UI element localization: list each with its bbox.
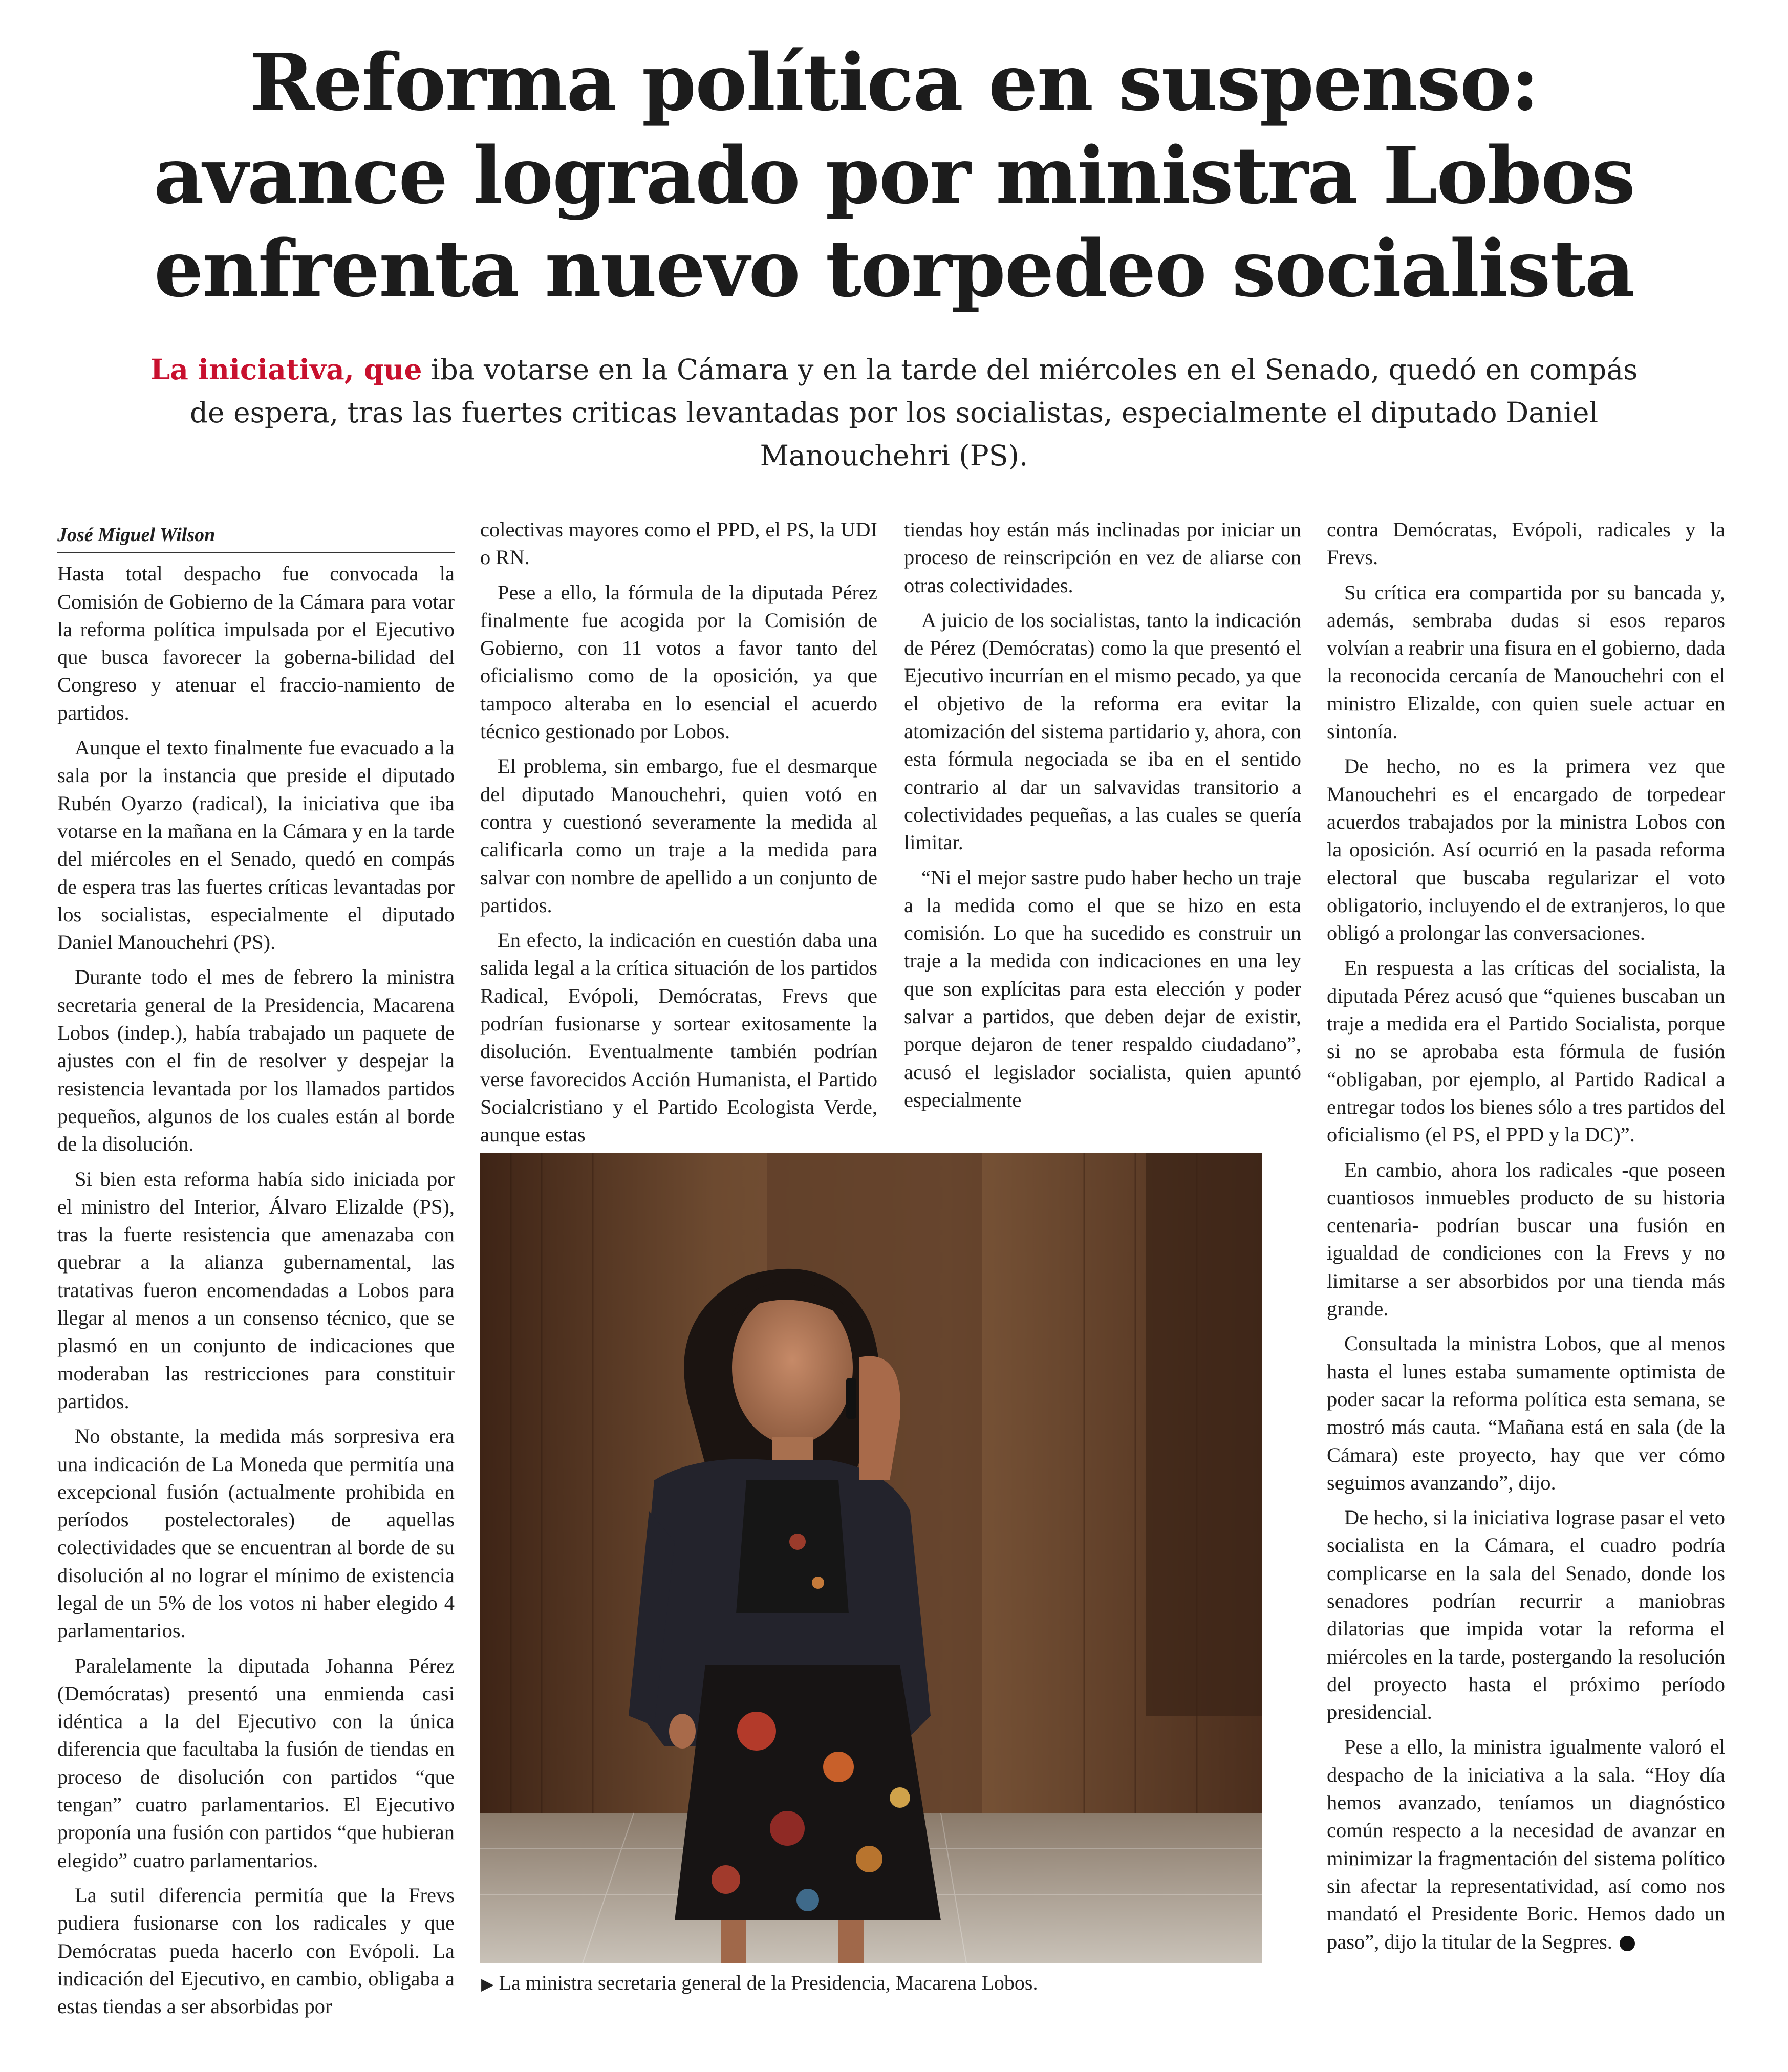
photo-caption [481,1971,1300,1995]
paragraph: Pese a ello, la fórmula de la diputada Pérez finalmente fue acogida por la Comisión de Gobierno, con 11 votos a favor tanto del oficialismo como de la oposición, ya que tampoco alteraba en lo esencial el acuerdo técnico gestionado por Lobos. [480,580,877,743]
paragraph: De hecho, no es la primera vez que Manouchehri es el encargado de torpedear acuerdos trabajados por la ministra Lobos con la oposición. Así ocurrió en la pasada reforma electoral que buscaba regularizar el voto obligatorio, incluyendo el de extranjeros, lo que obligó a prolongar las conversaciones. [1327,754,1725,945]
paragraph: contra Demócratas, Evópoli, radicales y la Frevs. [1327,518,1725,569]
subhead-lead: La iniciativa, que [150,353,422,386]
headline-line-2: avance logrado por ministra Lobos [154,130,1634,221]
news-photo [480,1153,1262,1963]
paragraph: Si bien esta reforma había sido iniciada por el ministro del Interior, Álvaro Elizalde (PS), tras la fuerte resistencia que amenazaba con quebrar a la alianza gubernamental, las tratativas fueron encomendadas a Lobos para llegar al menos a un consenso técnico, que se plasmó en un conjunto de indicaciones que moderaban las restricciones para constituir partidos. [57,1167,455,1413]
paragraph: Hasta total despacho fue convocada la Comisión de Gobierno de la Cámara para votar la reforma política impulsada por el Ejecutivo que busca favorecer la goberna-bilidad del Congreso y atenuar el fraccio-namiento de partidos. [57,562,455,724]
paragraph: De hecho, si la iniciativa lograse pasar el veto socialista en la Cámara, el cuadro podría complicarse en la sala del Senado, donde los senadores podrían recurrir a maniobras dilatorias que impida votar la reforma el miércoles en la tarde, postergando la resolución del proyecto hasta el próximo período presidencial. [1327,1506,1725,1724]
caption-text: La ministra secretaria general de la Presidencia, Macarena Lobos. [499,1971,1038,1994]
headline-line-1: Reforma política en suspenso: [249,36,1539,128]
paragraph-final [1327,1733,1725,1955]
headline [51,36,1737,315]
paragraph: “Ni el mejor sastre pudo haber hecho un traje a la medida como el que se hizo en esta comisión. Lo que ha sucedido es construir un traje a la medida con indicaciones en una ley que son explícitas para esta elección y poder salvar a partidos, que deben dejar de existir, porque dejaron de tener respaldo ciudadano”, acusó el legislador socialista, quien apuntó especialmente [904,866,1301,1111]
paragraph: No obstante, la medida más sorpresiva era una indicación de La Moneda que permitía una excepcional fusión (actualmente prohibida en períodos postelectorales) de aquellas colectividades que se encuentran al borde de su disolución al no lograr el mínimo de existencia legal de un 5% de los votos ni haber elegido 4 parlamentarios. [57,1425,455,1643]
paragraph: Consultada la ministra Lobos, que al menos hasta el lunes estaba sumamente optimista de poder sacar la reforma política esta semana, se mostró más cauta. “Mañana está en sala (de la Cámara) este proyecto, hay que ver cómo seguimos avanzando”, dijo. [1327,1332,1725,1494]
end-mark-icon [1620,1936,1635,1951]
paragraph: En respuesta a las críticas del socialista, la diputada Pérez acusó que “quienes buscaban un traje a medida era el Partido Socialista, porque si no se aprobaba esta fórmula de fusión “obligaban, por ejemplo, al Partido Radical a entregar todos los bienes sólo a tres partidos del oficialismo (el PS, el PPD y la DC)”. [1327,956,1725,1147]
paragraph: A juicio de los socialistas, tanto la indicación de Pérez (Demócratas) como la que presentó el Ejecutivo incurrían en el mismo pecado, ya que el objetivo de la reforma era evitar la atomización del sistema partidario y, ahora, con esta fórmula negociada se iba en el sentido contrario al dar un salvavidas transitorio a colectividades pequeñas, a las cuales se quería limitar. [904,608,1301,854]
paragraph-final-text: Pese a ello, la ministra igualmente valoró el despacho de la iniciativa a la sala. “Hoy día hemos avanzado, teníamos un diagnóstico común respecto a la necesidad de avanzar en minimizar la fragmentación del sistema político sin afectar la representatividad, así como nos mandató el Presidente Boric. Hemos dado un paso”, dijo la titular de la Segpres. [1327,1735,1725,1953]
subhead-line-2: de espera, tras las fuertes criticas levantadas por los socialistas, especialmente el diputado Daniel Manouchehri (PS). [189,396,1599,472]
headline-line-3: enfrenta nuevo torpedeo socialista [154,223,1634,314]
column-1 [57,521,455,2027]
paragraph: El problema, sin embargo, fue el desmarque del diputado Manouchehri, quien votó en contra y cuestionó severamente la medida al calificarla como un traje a la medida para salvar con nombre de apellido a un conjunto de partidos. [480,754,877,917]
paragraph: Paralelamente la diputada Johanna Pérez (Demócratas) presentó una enmienda casi idéntica a la del Ejecutivo con la única diferencia que facultaba la fusión de tiendas en proceso de disolución con partidos “que tengan” cuatro parlamentarios. El Ejecutivo proponía una fusión con partidos “que hubieran elegido” cuatro parlamentarios. [57,1654,455,1872]
subhead-line-1: iba votarse en la Cámara y en la tarde del miércoles en el Senado, quedó en compás [422,353,1638,386]
paragraph: En efecto, la indicación en cuestión daba una salida legal a la crítica situación de los partidos Radical, Evópoli, Demócratas, Frevs que podrían fusionarse y sortear exitosamente la disolución. Eventualmente también podrían verse favorecidos Acción Humanista, el Partido Socialcristiano y el Partido Ecologista Verde, aunque estas [480,929,877,1147]
paragraph: colectivas mayores como el PPD, el PS, la UDI o RN. [480,518,877,569]
paragraph: tiendas hoy están más inclinadas por iniciar un proceso de reinscripción en vez de aliarse con otras colectividades. [904,518,1301,597]
paragraph: Su crítica era compartida por su bancada y, además, sembraba dudas si esos reparos volvían a reabrir una fisura en el gobierno, dada la reconocida cercanía de Manouchehri con el ministro Elizalde, con quien suele actuar en sintonía. [1327,580,1725,743]
subheadline [92,348,1696,477]
paragraph: Aunque el texto finalmente fue evacuado a la sala por la instancia que preside el diputado Rubén Oyarzo (radical), la iniciativa que iba votarse en la mañana en la Cámara y en la tarde del miércoles en el Senado, quedó en compás de espera tras las fuertes críticas levantadas por los socialistas, especialmente el diputado Daniel Manouchehri (PS). [57,736,455,954]
photo-illustration [480,1153,1262,1963]
caption-triangle-icon: ▶ [481,1975,494,1993]
paragraph: Durante todo el mes de febrero la ministra secretaria general de la Presidencia, Macarena Lobos (indep.), había trabajado un paquete de ajustes con el fin de resolver y despejar la resistencia levantada por los llamados partidos pequeños, algunos de los cuales están al borde de la disolución. [57,965,455,1156]
column-4 [1327,516,1725,1963]
byline: José Miguel Wilson [57,521,455,553]
column-3 [904,516,1301,1121]
column-2 [480,516,877,1156]
paragraph: La sutil diferencia permitía que la Frevs pudiera fusionarse con los radicales y que Demócratas pueda hacerlo con Evópoli. La indicación del Ejecutivo, en cambio, obligaba a estas tiendas a ser absorbidas por [57,1883,455,2018]
paragraph: En cambio, ahora los radicales -que poseen cuantiosos inmuebles producto de su historia centenaria- podrían buscar una fusión en igualdad de condiciones con la Frevs y no limitarse a ser absorbidos por una tienda más grande. [1327,1158,1725,1321]
